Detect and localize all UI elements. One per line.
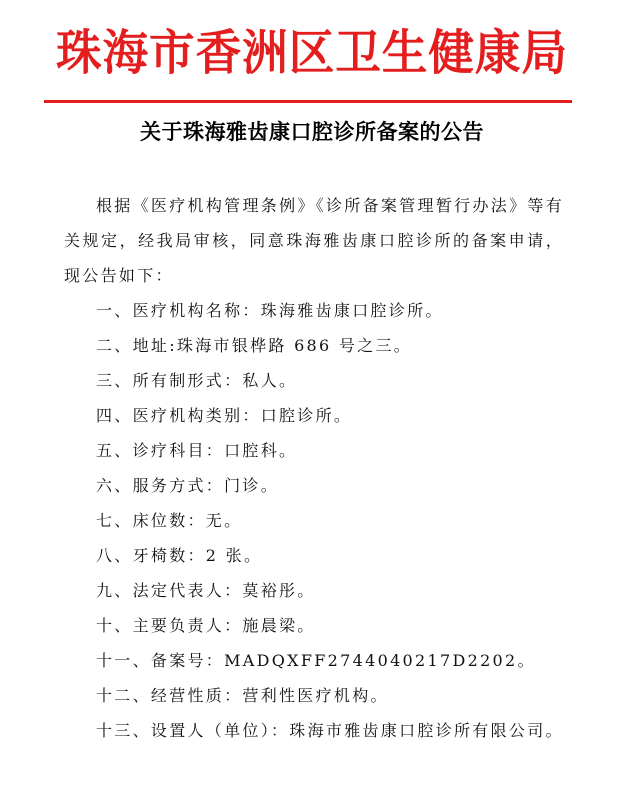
list-item: 二、地址:珠海市银桦路 686 号之三。 xyxy=(96,336,413,355)
list-item: 三、所有制形式：私人。 xyxy=(96,371,298,390)
list-item: 十三、设置人（单位）：珠海市雅齿康口腔诊所有限公司。 xyxy=(96,721,564,740)
notice-title: 关于珠海雅齿康口腔诊所备案的公告 xyxy=(140,120,484,144)
list-item: 九、法定代表人：莫裕彤。 xyxy=(96,581,316,600)
issuing-agency-title: 珠海市香洲区卫生健康局 xyxy=(55,25,569,81)
list-item: 十二、经营性质：营利性医疗机构。 xyxy=(96,686,389,705)
list-item: 四、医疗机构类别：口腔诊所。 xyxy=(96,406,353,425)
intro-paragraph: 根据《医疗机构管理条例》《诊所备案管理暂行办法》等有关规定，经我局审核，同意珠海雅齿康口腔诊所的备案申请，现公告如下： xyxy=(64,196,564,285)
red-header-rule xyxy=(44,100,572,103)
list-item: 八、牙椅数：2 张。 xyxy=(96,546,263,565)
list-item: 一、医疗机构名称：珠海雅齿康口腔诊所。 xyxy=(96,301,444,320)
list-item: 十一、备案号：MADQXFF2744040217D2202。 xyxy=(96,651,536,670)
list-item: 五、诊疗科目：口腔科。 xyxy=(96,441,298,460)
list-item: 十、主要负责人：施晨梁。 xyxy=(96,616,316,635)
notice-body xyxy=(64,188,564,748)
list-item: 七、床位数：无。 xyxy=(96,511,243,530)
notice-item-list xyxy=(64,293,564,748)
list-item: 六、服务方式：门诊。 xyxy=(96,476,280,495)
